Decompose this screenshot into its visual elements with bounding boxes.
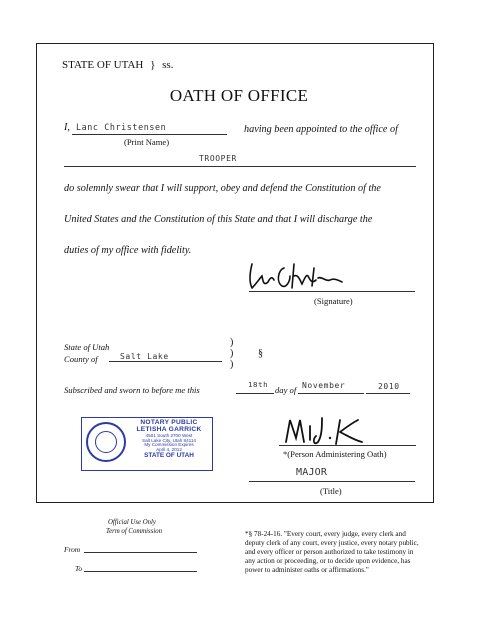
administering-line <box>279 445 416 446</box>
notary-line-2: LETISHA GARRICK <box>136 425 202 433</box>
venue-brace-3: ) <box>230 359 234 370</box>
title-label: (Title) <box>320 486 342 496</box>
footnote-line-3: and every officer or person authorized to take testimony in <box>245 548 414 556</box>
county-label: County of <box>64 354 98 364</box>
officer-name: Lanc Christensen <box>76 122 167 132</box>
oath-line-3: duties of my office with fidelity. <box>64 245 192 256</box>
venue-brace-2: ) <box>230 348 234 359</box>
notary-line-6: April 4, 2012 <box>156 447 182 453</box>
notary-line-3: 4501 South 2700 West <box>145 432 193 438</box>
month-value: November <box>302 381 346 390</box>
name-line <box>72 134 227 135</box>
footnote-line-4: any action or proceeding, or to decide upon evidence, has <box>245 557 411 565</box>
state-of-utah-label: State of Utah <box>64 342 110 352</box>
from-label: From <box>64 545 81 554</box>
notary-stamp-text <box>128 420 210 460</box>
notary-stamp <box>81 417 213 471</box>
administering-label: *(Person Administering Oath) <box>283 449 387 459</box>
notary-seal-icon <box>86 422 126 462</box>
day-line <box>236 393 274 394</box>
title-line <box>249 481 415 482</box>
day-value: 18th <box>248 380 269 389</box>
officer-signature <box>246 258 346 294</box>
subscribed-text: Subscribed and sworn to before me this <box>64 385 200 395</box>
day-of-label: day of <box>275 385 297 395</box>
notary-line-7: STATE OF UTAH <box>144 452 194 460</box>
print-name-label: (Print Name) <box>124 137 170 147</box>
to-label: To <box>75 564 83 573</box>
term-heading: Term of Commission <box>106 528 163 535</box>
year-line <box>366 393 410 394</box>
county-line <box>109 361 222 362</box>
header-brace: } <box>150 59 156 71</box>
name-prefix: I, <box>64 122 70 133</box>
footnote-line-2: deputy clerk of any court, every justice, every notary public, <box>245 539 419 547</box>
page-title: OATH OF OFFICE <box>169 86 309 105</box>
venue-header <box>62 59 173 71</box>
office-value: TROOPER <box>199 154 237 163</box>
to-line <box>84 571 197 572</box>
official-use-heading: Official Use Only <box>108 519 156 526</box>
notary-line-1: NOTARY PUBLIC <box>140 419 198 426</box>
statute-footnote <box>245 530 419 575</box>
ss-label: ss. <box>162 59 174 71</box>
administering-signature <box>282 414 378 448</box>
venue-brace-1: ) <box>230 337 234 348</box>
month-line <box>298 393 364 394</box>
footnote-line-5: power to administer oaths or affirmations." <box>245 566 369 574</box>
section-symbol: § <box>258 348 263 359</box>
signature-label: (Signature) <box>314 296 353 306</box>
from-line <box>84 552 197 553</box>
appointment-text: having been appointed to the office of <box>244 124 398 135</box>
office-line <box>64 166 416 167</box>
signature-line <box>249 291 415 292</box>
notary-line-4: Salt Lake City, Utah 84114 <box>142 437 196 443</box>
title-value: MAJOR <box>296 467 328 478</box>
county-value: Salt Lake <box>120 352 169 361</box>
notary-line-5: My Commission Expires <box>144 442 194 448</box>
state-heading: STATE OF UTAH <box>62 59 144 71</box>
year-value: 2010 <box>378 382 400 391</box>
oath-line-1: do solemnly swear that I will support, obey and defend the Constitution of the <box>64 183 381 194</box>
footnote-line-1: *§ 78-24-16. "Every court, every judge, every clerk and <box>245 530 406 538</box>
oath-line-2: United States and the Constitution of this State and that I will discharge the <box>64 214 373 225</box>
